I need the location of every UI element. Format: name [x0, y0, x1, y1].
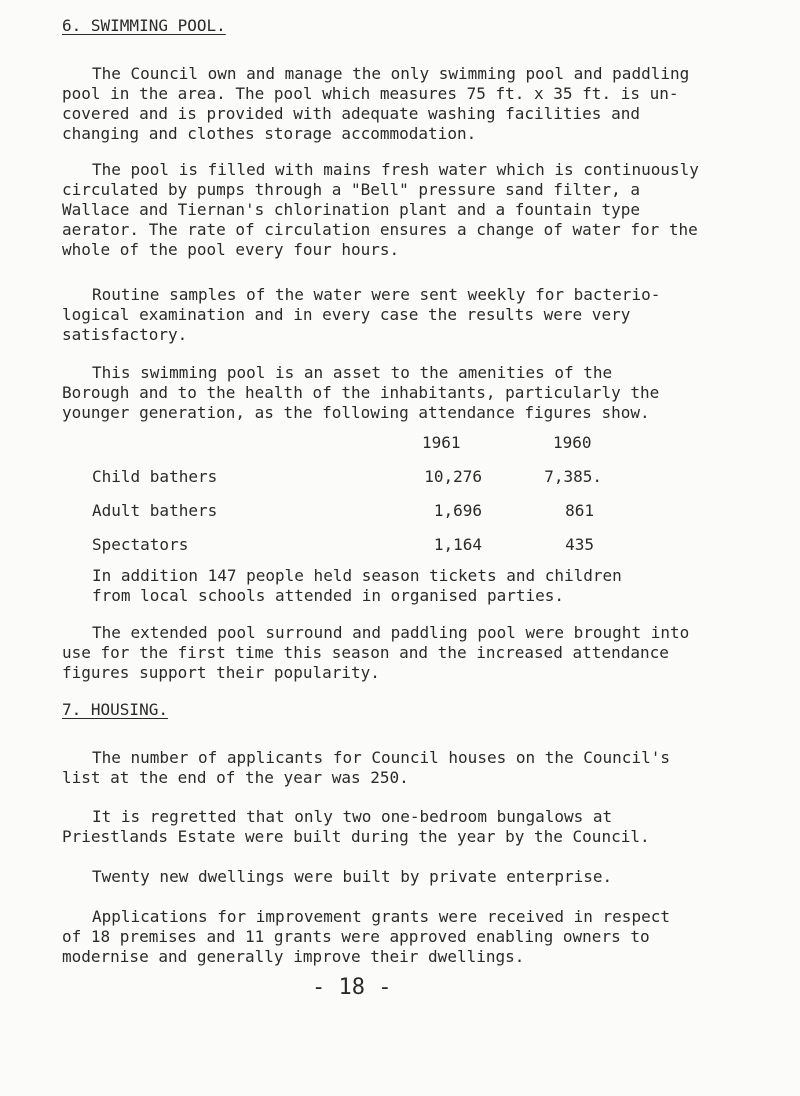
s6-p2-line-1: The pool is filled with mains fresh water which is continuously [92, 160, 699, 179]
s7-p4-line-2: of 18 premises and 11 grants were approved enabling owners to [62, 927, 650, 946]
s7-p4-line-3: modernise and generally improve their dwellings. [62, 947, 525, 966]
section-6-heading: 6. SWIMMING POOL. [62, 16, 226, 35]
table-year-1961: 1961 [422, 433, 461, 452]
s6-p1-line-3: covered and is provided with adequate washing facilities and [62, 104, 640, 123]
section-7-heading: 7. HOUSING. [62, 700, 168, 719]
s6-p5-line-1: In addition 147 people held season tickets and children [92, 566, 622, 585]
s6-p5-line-2: from local schools attended in organised parties. [92, 586, 565, 605]
s6-p3-line-3: satisfactory. [62, 325, 188, 344]
s7-p1-line-1: The number of applicants for Council houses on the Council's [92, 748, 670, 767]
s6-p6-line-3: figures support their popularity. [62, 663, 380, 682]
table-row-label-adult: Adult bathers [92, 501, 218, 520]
s7-p2-line-1: It is regretted that only two one-bedroom bungalows at [92, 807, 613, 826]
table-cell-adult-1960: 861 [565, 501, 594, 520]
s6-p2-line-5: whole of the pool every four hours. [62, 240, 400, 259]
s6-p3-line-2: logical examination and in every case the results were very [62, 305, 631, 324]
s7-p3-line-1: Twenty new dwellings were built by private enterprise. [92, 867, 613, 886]
table-cell-adult-1961: 1,696 [433, 501, 482, 520]
table-cell-spectators-1960: 435 [565, 535, 594, 554]
s6-p4-line-3: younger generation, as the following attendance figures show. [62, 403, 650, 422]
s7-p4-line-1: Applications for improvement grants were received in respect [92, 907, 670, 926]
s6-p2-line-3: Wallace and Tiernan's chlorination plant and a fountain type [62, 200, 640, 219]
s6-p1-line-2: pool in the area. The pool which measures 75 ft. x 35 ft. is un- [62, 84, 679, 103]
s6-p4-line-2: Borough and to the health of the inhabitants, particularly the [62, 383, 660, 402]
table-cell-child-1960: 7,385. [544, 467, 602, 486]
table-cell-spectators-1961: 1,164 [433, 535, 482, 554]
s7-p1-line-2: list at the end of the year was 250. [62, 768, 409, 787]
table-year-1960: 1960 [553, 433, 592, 452]
s6-p3-line-1: Routine samples of the water were sent weekly for bacterio- [92, 285, 661, 304]
s6-p2-line-4: aerator. The rate of circulation ensures a change of water for the [62, 220, 698, 239]
s6-p1-line-1: The Council own and manage the only swimming pool and paddling [92, 64, 690, 83]
page-number: - 18 - [312, 975, 392, 1000]
s6-p4-line-1: This swimming pool is an asset to the amenities of the [92, 363, 613, 382]
table-row-label-spectators: Spectators [92, 535, 189, 554]
s6-p6-line-2: use for the first time this season and the increased attendance [62, 643, 669, 662]
s7-p2-line-2: Priestlands Estate were built during the year by the Council. [62, 827, 650, 846]
s6-p1-line-4: changing and clothes storage accommodation. [62, 124, 477, 143]
s6-p6-line-1: The extended pool surround and paddling pool were brought into [92, 623, 690, 642]
s6-p2-line-2: circulated by pumps through a "Bell" pressure sand filter, a [62, 180, 640, 199]
table-cell-child-1961: 10,276 [424, 467, 482, 486]
table-row-label-child: Child bathers [92, 467, 218, 486]
